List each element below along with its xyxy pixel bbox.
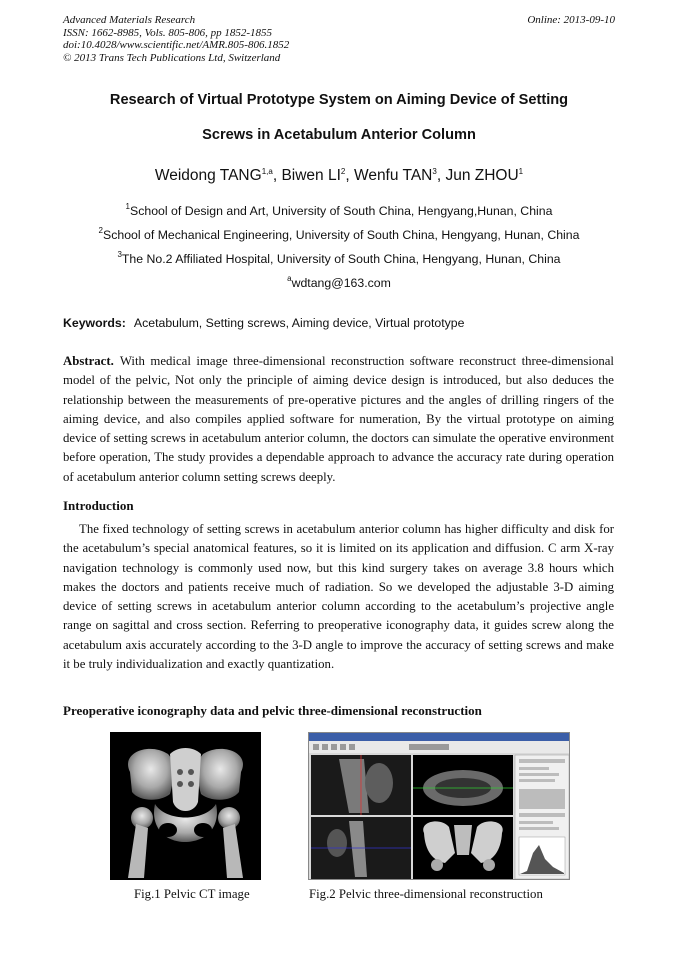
keywords-text: Acetabulum, Setting screws, Aiming device, Virtual prototype — [133, 316, 465, 330]
doi-line: doi:10.4028/www.scientific.net/AMR.805-806.1852 — [63, 39, 290, 51]
figure-1-caption: Fig.1 Pelvic CT image — [134, 887, 250, 901]
affiliation-2: $^2$School of Mechanical Engineering, University of South China, Hengyang, Hunan, China — [98, 226, 580, 242]
paper-title-line-1: Research of Virtual Prototype System on Aiming Device of Setting — [109, 92, 569, 108]
author: Biwen $LI^2$, — [281, 167, 354, 184]
abstract — [63, 352, 614, 487]
introduction-paragraph: The fixed technology of setting screws in acetabulum anterior column has higher difficulty and disk for the acetabulum’s special anatomical features, so it is limited on its application and diffusion. C arm X-ray navigation technology is commonly used now, but this kind surgery takes on average 3.8 hours which makes the doctors and patients receive much of radiation. So we developed the adjustable 3-D aiming device of setting screws in acetabulum anterior column according to the acetabulum’s projective angle range on sagittal and cross section. Referring to preoperative iconography data, it guides screw along the acetabulum axis accurately according to the 3-D angle to improve the accuracy of setting screws and make it be truly individualization and exactly quantization. — [63, 522, 614, 672]
abstract-text: With medical image three-dimensional reconstruction software reconstruct three-dimensional model of the pelvic, Not only the principle of aiming device design is introduced, but also deduces the relationship between the measurements of pre-operative pictures and the angles of drilling ringers of the aiming device, and also compiles applied software for numeration, By the virtual prototype on aiming device of setting screws in acetabulum anterior column, the doctors can simulate the operative environment before operation, The study provides a dependable approach to advance the accuracy rate during operation of acetabulum anterior column setting screws deeply. — [63, 354, 614, 484]
affiliation-1: $^1$School of Design and Art, University of South China, Hengyang,Hunan, China — [125, 202, 553, 218]
author-list — [40, 167, 638, 185]
online-date: Online: 2013-09-10 — [527, 14, 615, 26]
pelvis-render — [110, 732, 261, 880]
figure-2-software-window — [308, 732, 570, 880]
section-heading-preoperative: Preoperative iconography data and pelvic three-dimensional reconstruction — [63, 703, 482, 718]
author: Wenfu TAN$^3$, — [353, 167, 446, 184]
author: Jun ZHOU$^1$ — [445, 167, 524, 184]
figure-1-pelvic-ct-image — [110, 732, 261, 880]
issn-line: ISSN: 1662-8985, Vols. 805-806, pp 1852-1855 — [63, 26, 272, 39]
keywords-label: Keywords: — [63, 316, 126, 330]
figure-2-caption: Fig.2 Pelvic three-dimensional reconstruction — [309, 887, 543, 901]
affiliation-3: $^3$The No.2 Affiliated Hospital, University of South China, Hengyang, Hunan, China — [117, 250, 561, 266]
section-heading-introduction: Introduction — [63, 498, 134, 513]
reconstruction-screenshot — [309, 733, 570, 880]
copyright-line: © 2013 Trans Tech Publications Ltd, Switzerland — [63, 51, 281, 64]
email[interactable]: $^a$wdtang@163.com — [287, 274, 391, 290]
author: Weidong TANG$^{1,a}$, — [154, 167, 282, 184]
keywords — [63, 316, 464, 330]
journal-name: Advanced Materials Research — [63, 14, 196, 26]
page-header — [63, 14, 615, 64]
abstract-label: Abstract. — [63, 354, 114, 368]
paper-title-line-2: Screws in Acetabulum Anterior Column — [202, 127, 476, 143]
